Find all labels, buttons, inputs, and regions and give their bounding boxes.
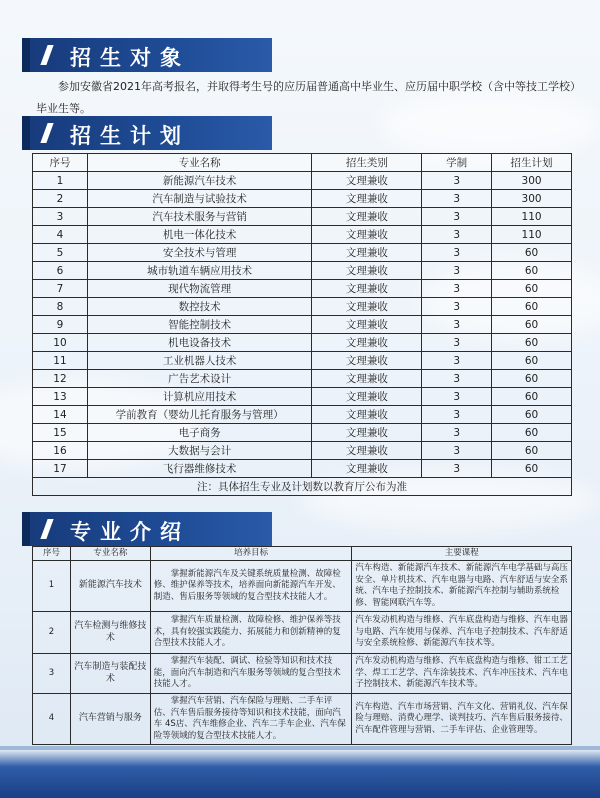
duration: 3 — [422, 190, 492, 208]
table-row — [33, 424, 572, 442]
duration: 3 — [422, 370, 492, 388]
major-name: 汽车制造与试验技术 — [87, 190, 312, 208]
major-name: 新能源汽车技术 — [70, 561, 150, 612]
duration: 3 — [422, 244, 492, 262]
main-courses: 汽车构造、汽车市场营销、汽车文化、营销礼仪、汽车保险与理赔、消费心理学、谈判技巧、汽车售后服务接待、汽车配件管理与营销、二手车评估、企业管理等。 — [352, 694, 572, 745]
header-accent — [40, 45, 53, 65]
enroll-quota: 60 — [492, 460, 572, 478]
row-number: 10 — [33, 334, 88, 352]
section-title: 专业介绍 — [70, 520, 190, 544]
enroll-category: 文理兼收 — [312, 370, 422, 388]
column-header: 招生计划 — [492, 154, 572, 172]
training-goal: 掌握新能源汽车及关键系统质量检测、故障检修、维护保养等技术，培养面向新能源汽车开发、制造、售后服务等领域的复合型技术技能人才。 — [150, 561, 352, 612]
table-row — [33, 190, 572, 208]
table-header-row — [33, 154, 572, 172]
majors-intro-table — [32, 546, 572, 745]
column-header: 序号 — [33, 154, 88, 172]
enroll-category: 文理兼收 — [312, 316, 422, 334]
duration: 3 — [422, 424, 492, 442]
enroll-quota: 60 — [492, 370, 572, 388]
training-goal: 掌握汽车营销、汽车保险与理赔、二手车评估、汽车售后服务接待等知识和技术技能，面向汽车 4S店、汽车维修企业、汽车二手车企业、汽车保险等领域的复合型技术技能人才。 — [150, 694, 352, 745]
table-header-row — [33, 547, 572, 561]
duration: 3 — [422, 334, 492, 352]
enroll-quota: 60 — [492, 424, 572, 442]
table-row — [33, 280, 572, 298]
main-courses: 汽车发动机构造与维修、汽车底盘构造与维修、钳工工艺学、焊工工艺学、汽车涂装技术、汽车冲压技术、汽车电子控制技术、新能源汽车技术等。 — [352, 654, 572, 694]
duration: 3 — [422, 280, 492, 298]
enroll-quota: 60 — [492, 280, 572, 298]
row-number: 3 — [33, 654, 71, 694]
enroll-category: 文理兼收 — [312, 172, 422, 190]
row-number: 13 — [33, 388, 88, 406]
enroll-quota: 60 — [492, 352, 572, 370]
section-header-majors — [22, 512, 272, 546]
duration: 3 — [422, 262, 492, 280]
column-header: 专业名称 — [87, 154, 312, 172]
table-row — [33, 226, 572, 244]
duration: 3 — [422, 406, 492, 424]
enroll-quota: 60 — [492, 316, 572, 334]
enroll-category: 文理兼收 — [312, 280, 422, 298]
table-row — [33, 388, 572, 406]
enroll-quota: 60 — [492, 406, 572, 424]
major-name: 智能控制技术 — [87, 316, 312, 334]
major-name: 电子商务 — [87, 424, 312, 442]
major-name: 现代物流管理 — [87, 280, 312, 298]
section-header-target — [22, 38, 272, 72]
major-name: 计算机应用技术 — [87, 388, 312, 406]
table-row — [33, 460, 572, 478]
duration: 3 — [422, 388, 492, 406]
table-row — [33, 406, 572, 424]
enrollment-plan-table — [32, 153, 572, 496]
duration: 3 — [422, 208, 492, 226]
table-row — [33, 262, 572, 280]
training-goal: 掌握汽车质量检测、故障检修、维护保养等技术，具有较强实践能力、拓展能力和创新精神的复合型技术技能人才。 — [150, 612, 352, 654]
major-name: 新能源汽车技术 — [87, 172, 312, 190]
row-number: 2 — [33, 612, 71, 654]
table-row — [33, 654, 572, 694]
row-number: 3 — [33, 208, 88, 226]
row-number: 4 — [33, 694, 71, 745]
table-row — [33, 334, 572, 352]
row-number: 12 — [33, 370, 88, 388]
duration: 3 — [422, 352, 492, 370]
section-title: 招生对象 — [70, 46, 190, 70]
row-number: 11 — [33, 352, 88, 370]
enroll-category: 文理兼收 — [312, 388, 422, 406]
enroll-category: 文理兼收 — [312, 424, 422, 442]
table-row — [33, 244, 572, 262]
duration: 3 — [422, 442, 492, 460]
row-number: 17 — [33, 460, 88, 478]
row-number: 15 — [33, 424, 88, 442]
header-accent — [40, 123, 53, 143]
duration: 3 — [422, 226, 492, 244]
enroll-quota: 110 — [492, 208, 572, 226]
row-number: 16 — [33, 442, 88, 460]
major-name: 广告艺术设计 — [87, 370, 312, 388]
major-name: 机电设备技术 — [87, 334, 312, 352]
enroll-quota: 60 — [492, 298, 572, 316]
duration: 3 — [422, 298, 492, 316]
major-name: 机电一体化技术 — [87, 226, 312, 244]
enroll-category: 文理兼收 — [312, 262, 422, 280]
major-name: 汽车制造与装配技术 — [70, 654, 150, 694]
duration: 3 — [422, 172, 492, 190]
section-header-plan — [22, 116, 272, 150]
header-bar — [22, 116, 30, 150]
enroll-quota: 60 — [492, 262, 572, 280]
table-row — [33, 442, 572, 460]
major-name: 汽车检测与维修技术 — [70, 612, 150, 654]
enroll-category: 文理兼收 — [312, 442, 422, 460]
table-row — [33, 208, 572, 226]
major-name: 大数据与会计 — [87, 442, 312, 460]
enroll-category: 文理兼收 — [312, 406, 422, 424]
enroll-quota: 60 — [492, 334, 572, 352]
header-bar — [22, 512, 30, 546]
row-number: 5 — [33, 244, 88, 262]
row-number: 7 — [33, 280, 88, 298]
table-row — [33, 694, 572, 745]
column-header: 主要课程 — [352, 547, 572, 561]
section-title: 招生计划 — [70, 124, 190, 148]
major-name: 数控技术 — [87, 298, 312, 316]
column-header: 学制 — [422, 154, 492, 172]
major-name: 工业机器人技术 — [87, 352, 312, 370]
enroll-category: 文理兼收 — [312, 244, 422, 262]
column-header: 专业名称 — [70, 547, 150, 561]
column-header: 序号 — [33, 547, 71, 561]
major-name: 安全技术与管理 — [87, 244, 312, 262]
row-number: 2 — [33, 190, 88, 208]
table-row — [33, 172, 572, 190]
major-name: 汽车营销与服务 — [70, 694, 150, 745]
column-header: 招生类别 — [312, 154, 422, 172]
row-number: 1 — [33, 561, 71, 612]
enroll-category: 文理兼收 — [312, 190, 422, 208]
table-row — [33, 298, 572, 316]
row-number: 9 — [33, 316, 88, 334]
row-number: 8 — [33, 298, 88, 316]
enroll-category: 文理兼收 — [312, 352, 422, 370]
enroll-category: 文理兼收 — [312, 334, 422, 352]
column-header: 培养目标 — [150, 547, 352, 561]
enroll-quota: 60 — [492, 442, 572, 460]
enroll-quota: 300 — [492, 190, 572, 208]
header-accent — [40, 519, 53, 539]
table-row — [33, 352, 572, 370]
major-name: 城市轨道车辆应用技术 — [87, 262, 312, 280]
table-row — [33, 316, 572, 334]
row-number: 6 — [33, 262, 88, 280]
table-note-row — [33, 478, 572, 496]
major-name: 学前教育（婴幼儿托育服务与管理） — [87, 406, 312, 424]
row-number: 4 — [33, 226, 88, 244]
main-courses: 汽车发动机构造与维修、汽车底盘构造与维修、汽车电器与电路、汽车使用与保养、汽车电子控制技术、汽车舒适与安全系统检修、新能源汽车技术等。 — [352, 612, 572, 654]
enroll-category: 文理兼收 — [312, 208, 422, 226]
target-description: 参加安徽省2021年高考报名，并取得考生号的应历届普通高中毕业生、应历届中职学校（含中等技工学校）毕业生等。 — [36, 80, 576, 115]
training-goal: 掌握汽车装配、调试、检验等知识和技术技能，面向汽车制造和汽车服务等领域的复合型技术技能人才。 — [150, 654, 352, 694]
enroll-category: 文理兼收 — [312, 298, 422, 316]
row-number: 1 — [33, 172, 88, 190]
enroll-quota: 300 — [492, 172, 572, 190]
footer-band — [0, 750, 600, 798]
enroll-quota: 60 — [492, 388, 572, 406]
enroll-quota: 110 — [492, 226, 572, 244]
duration: 3 — [422, 316, 492, 334]
duration: 3 — [422, 460, 492, 478]
major-name: 飞行器维修技术 — [87, 460, 312, 478]
table-row — [33, 561, 572, 612]
major-name: 汽车技术服务与营销 — [87, 208, 312, 226]
enroll-category: 文理兼收 — [312, 226, 422, 244]
main-courses: 汽车构造、新能源汽车技术、新能源汽车电学基础与高压安全、单片机技术、汽车电器与电路、汽车舒适与安全系统、汽车电子控制技术、新能源汽车控制与辅助系统检修、智能网联汽车等。 — [352, 561, 572, 612]
table-row — [33, 370, 572, 388]
table-row — [33, 612, 572, 654]
enroll-quota: 60 — [492, 244, 572, 262]
enroll-category: 文理兼收 — [312, 460, 422, 478]
table-note: 注：具体招生专业及计划数以教育厅公布为准 — [33, 478, 572, 496]
row-number: 14 — [33, 406, 88, 424]
header-bar — [22, 38, 30, 72]
